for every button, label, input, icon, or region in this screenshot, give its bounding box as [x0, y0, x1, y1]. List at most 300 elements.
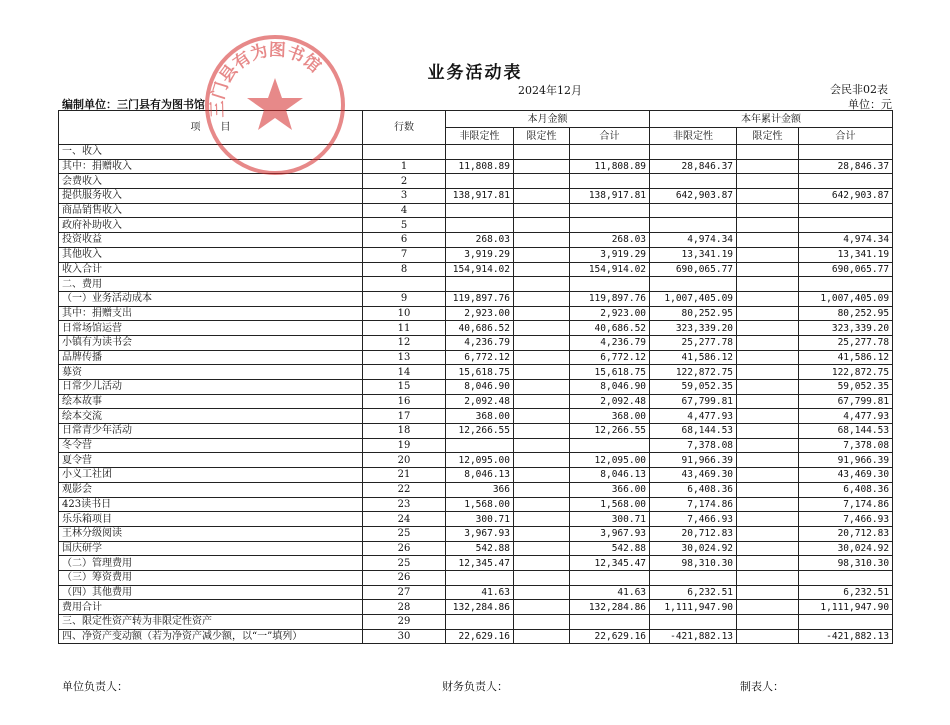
month-total-cell: 2,923.00 [570, 306, 650, 321]
table-row [59, 145, 893, 160]
year-total-cell: 4,477.93 [799, 409, 893, 424]
month-total-cell: 41.63 [570, 585, 650, 600]
row-line-number: 11 [363, 321, 446, 336]
year-unrestricted-cell [650, 203, 737, 218]
month-unrestricted-cell: 368.00 [446, 409, 514, 424]
month-restricted-cell [514, 335, 570, 350]
year-restricted-cell [737, 262, 799, 277]
row-item-label: 费用合计 [59, 600, 363, 615]
table-row [59, 277, 893, 292]
year-total-cell: 67,799.81 [799, 394, 893, 409]
year-total-cell: 690,065.77 [799, 262, 893, 277]
row-item-label: 夏令营 [59, 453, 363, 468]
year-restricted-cell [737, 365, 799, 380]
month-total-cell: 542.88 [570, 541, 650, 556]
year-total-header: 合计 [799, 128, 893, 145]
year-unrestricted-cell: 98,310.30 [650, 556, 737, 571]
month-amount-header: 本月金额 [446, 111, 650, 128]
year-restricted-cell [737, 218, 799, 233]
month-restricted-cell [514, 350, 570, 365]
month-unrestricted-cell: 3,967.93 [446, 526, 514, 541]
year-restricted-header: 限定性 [737, 128, 799, 145]
row-item-label: 绘本交流 [59, 409, 363, 424]
row-item-label: 国庆研学 [59, 541, 363, 556]
month-unrestricted-cell [446, 174, 514, 189]
row-item-label: 小义工社团 [59, 468, 363, 483]
year-restricted-cell [737, 453, 799, 468]
month-total-cell: 22,629.16 [570, 629, 650, 644]
year-total-cell [799, 145, 893, 160]
year-total-cell [799, 277, 893, 292]
year-unrestricted-cell: 67,799.81 [650, 394, 737, 409]
year-restricted-cell [737, 159, 799, 174]
year-unrestricted-cell: 41,586.12 [650, 350, 737, 365]
year-total-cell [799, 615, 893, 630]
year-unrestricted-cell: 6,232.51 [650, 585, 737, 600]
month-unrestricted-cell: 8,046.90 [446, 380, 514, 395]
month-unrestricted-cell: 15,618.75 [446, 365, 514, 380]
year-unrestricted-cell: 1,111,947.90 [650, 600, 737, 615]
month-restricted-cell [514, 380, 570, 395]
year-restricted-cell [737, 145, 799, 160]
month-restricted-cell [514, 526, 570, 541]
year-unrestricted-cell: 59,052.35 [650, 380, 737, 395]
table-row [59, 570, 893, 585]
month-restricted-cell [514, 203, 570, 218]
year-unrestricted-cell: 7,378.08 [650, 438, 737, 453]
year-unrestricted-cell [650, 145, 737, 160]
table-row [59, 189, 893, 204]
month-unrestricted-cell: 41.63 [446, 585, 514, 600]
month-total-cell: 2,092.48 [570, 394, 650, 409]
table-row [59, 541, 893, 556]
year-total-cell [799, 218, 893, 233]
month-restricted-cell [514, 615, 570, 630]
table-row [59, 600, 893, 615]
year-total-cell: 59,052.35 [799, 380, 893, 395]
table-row [59, 350, 893, 365]
year-unrestricted-cell: 25,277.78 [650, 335, 737, 350]
year-unrestricted-cell: 28,846.37 [650, 159, 737, 174]
year-restricted-cell [737, 541, 799, 556]
month-restricted-cell [514, 468, 570, 483]
table-row [59, 291, 893, 306]
year-total-cell: 68,144.53 [799, 424, 893, 439]
year-unrestricted-cell: 6,408.36 [650, 482, 737, 497]
year-total-cell: -421,882.13 [799, 629, 893, 644]
report-title: 业务活动表 [427, 63, 523, 83]
month-unrestricted-header: 非限定性 [446, 128, 514, 145]
year-restricted-cell [737, 306, 799, 321]
month-unrestricted-cell: 268.03 [446, 233, 514, 248]
row-item-label: （一）业务活动成本 [59, 291, 363, 306]
table-row [59, 247, 893, 262]
row-item-label: 小镇有为读书会 [59, 335, 363, 350]
row-line-number [363, 277, 446, 292]
table-row [59, 409, 893, 424]
month-unrestricted-cell [446, 218, 514, 233]
month-restricted-cell [514, 159, 570, 174]
row-item-label: 会费收入 [59, 174, 363, 189]
row-item-label: 政府补助收入 [59, 218, 363, 233]
year-restricted-cell [737, 512, 799, 527]
row-line-number: 23 [363, 497, 446, 512]
month-restricted-cell [514, 394, 570, 409]
row-line-number: 17 [363, 409, 446, 424]
month-unrestricted-cell: 366 [446, 482, 514, 497]
month-total-cell: 268.03 [570, 233, 650, 248]
table-row [59, 468, 893, 483]
month-total-cell: 6,772.12 [570, 350, 650, 365]
row-item-label: 募资 [59, 365, 363, 380]
year-total-cell: 323,339.20 [799, 321, 893, 336]
row-line-number: 3 [363, 189, 446, 204]
year-restricted-cell [737, 174, 799, 189]
row-line-number: 21 [363, 468, 446, 483]
row-line-number: 12 [363, 335, 446, 350]
row-line-number: 13 [363, 350, 446, 365]
month-unrestricted-cell [446, 438, 514, 453]
month-unrestricted-cell: 11,808.89 [446, 159, 514, 174]
row-item-label: 提供服务收入 [59, 189, 363, 204]
year-total-cell: 98,310.30 [799, 556, 893, 571]
year-total-cell: 7,174.86 [799, 497, 893, 512]
row-line-number: 16 [363, 394, 446, 409]
year-unrestricted-cell: 4,974.34 [650, 233, 737, 248]
year-restricted-cell [737, 526, 799, 541]
month-restricted-cell [514, 365, 570, 380]
row-line-number: 8 [363, 262, 446, 277]
form-number: 会民非02表 [830, 83, 888, 96]
row-line-number: 30 [363, 629, 446, 644]
month-restricted-cell [514, 570, 570, 585]
row-item-label: 收入合计 [59, 262, 363, 277]
table-row [59, 394, 893, 409]
year-unrestricted-cell: 43,469.30 [650, 468, 737, 483]
year-total-cell: 6,232.51 [799, 585, 893, 600]
table-row [59, 438, 893, 453]
row-item-label: 日常少儿活动 [59, 380, 363, 395]
month-total-cell [570, 203, 650, 218]
month-total-cell: 3,919.29 [570, 247, 650, 262]
year-restricted-cell [737, 409, 799, 424]
row-line-number: 2 [363, 174, 446, 189]
report-date: 2024年12月 [518, 84, 582, 97]
table-row [59, 585, 893, 600]
row-item-label: 绘本故事 [59, 394, 363, 409]
month-restricted-cell [514, 233, 570, 248]
row-line-number: 24 [363, 512, 446, 527]
month-unrestricted-cell: 4,236.79 [446, 335, 514, 350]
month-total-cell [570, 174, 650, 189]
month-unrestricted-cell [446, 277, 514, 292]
year-total-cell: 122,872.75 [799, 365, 893, 380]
month-unrestricted-cell: 12,095.00 [446, 453, 514, 468]
table-row [59, 424, 893, 439]
month-unrestricted-cell: 542.88 [446, 541, 514, 556]
month-total-cell: 4,236.79 [570, 335, 650, 350]
year-total-cell: 13,341.19 [799, 247, 893, 262]
month-total-cell: 11,808.89 [570, 159, 650, 174]
month-total-cell: 12,345.47 [570, 556, 650, 571]
year-unrestricted-cell: 80,252.95 [650, 306, 737, 321]
month-total-cell: 300.71 [570, 512, 650, 527]
year-restricted-cell [737, 350, 799, 365]
month-restricted-cell [514, 424, 570, 439]
table-row [59, 482, 893, 497]
month-total-header: 合计 [570, 128, 650, 145]
row-item-label: 其中：捐赠收入 [59, 159, 363, 174]
year-total-cell: 6,408.36 [799, 482, 893, 497]
month-restricted-cell [514, 262, 570, 277]
table-row [59, 321, 893, 336]
year-unrestricted-cell: 68,144.53 [650, 424, 737, 439]
table-row [59, 233, 893, 248]
month-total-cell: 40,686.52 [570, 321, 650, 336]
year-total-cell: 80,252.95 [799, 306, 893, 321]
year-unrestricted-header: 非限定性 [650, 128, 737, 145]
year-restricted-cell [737, 203, 799, 218]
row-line-number [363, 145, 446, 160]
month-total-cell: 138,917.81 [570, 189, 650, 204]
month-restricted-cell [514, 497, 570, 512]
month-unrestricted-cell: 119,897.76 [446, 291, 514, 306]
row-line-number: 20 [363, 453, 446, 468]
month-restricted-cell [514, 512, 570, 527]
currency-unit: 单位：元 [848, 98, 892, 111]
row-item-label: 日常青少年活动 [59, 424, 363, 439]
month-total-cell [570, 277, 650, 292]
row-item-label: 其他收入 [59, 247, 363, 262]
year-restricted-cell [737, 468, 799, 483]
year-restricted-cell [737, 438, 799, 453]
month-total-cell [570, 145, 650, 160]
row-line-number: 28 [363, 600, 446, 615]
line-column-header: 行数 [363, 111, 446, 145]
year-total-cell: 642,903.87 [799, 189, 893, 204]
row-line-number: 4 [363, 203, 446, 218]
seal-text: 三门县有为图书馆 [207, 40, 325, 118]
row-line-number: 27 [363, 585, 446, 600]
month-unrestricted-cell: 3,919.29 [446, 247, 514, 262]
row-line-number: 22 [363, 482, 446, 497]
year-restricted-cell [737, 556, 799, 571]
year-restricted-cell [737, 189, 799, 204]
table-row [59, 556, 893, 571]
row-line-number: 25 [363, 526, 446, 541]
unit-head-signature-label: 单位负责人： [62, 680, 128, 693]
month-unrestricted-cell: 132,284.86 [446, 600, 514, 615]
year-total-cell: 1,007,405.09 [799, 291, 893, 306]
month-total-cell: 12,095.00 [570, 453, 650, 468]
year-restricted-cell [737, 585, 799, 600]
month-total-cell: 12,266.55 [570, 424, 650, 439]
row-line-number: 15 [363, 380, 446, 395]
row-line-number: 26 [363, 541, 446, 556]
month-unrestricted-cell: 300.71 [446, 512, 514, 527]
table-row [59, 497, 893, 512]
row-line-number: 25 [363, 556, 446, 571]
month-total-cell: 132,284.86 [570, 600, 650, 615]
year-restricted-cell [737, 482, 799, 497]
preparer-signature-label: 制表人： [740, 680, 784, 693]
year-total-cell: 7,378.08 [799, 438, 893, 453]
organization-label: 编制单位：三门县有为图书馆 [62, 98, 205, 111]
month-total-cell [570, 615, 650, 630]
table-row [59, 174, 893, 189]
row-line-number: 19 [363, 438, 446, 453]
table-row [59, 526, 893, 541]
table-row [59, 203, 893, 218]
row-line-number: 1 [363, 159, 446, 174]
row-line-number: 18 [363, 424, 446, 439]
year-restricted-cell [737, 233, 799, 248]
year-restricted-cell [737, 394, 799, 409]
month-unrestricted-cell: 12,266.55 [446, 424, 514, 439]
table-row [59, 380, 893, 395]
month-restricted-cell [514, 453, 570, 468]
month-restricted-cell [514, 174, 570, 189]
month-restricted-cell [514, 218, 570, 233]
year-unrestricted-cell [650, 615, 737, 630]
month-unrestricted-cell [446, 615, 514, 630]
month-unrestricted-cell: 154,914.02 [446, 262, 514, 277]
year-restricted-cell [737, 629, 799, 644]
row-line-number: 14 [363, 365, 446, 380]
month-restricted-cell [514, 409, 570, 424]
year-restricted-cell [737, 615, 799, 630]
month-restricted-cell [514, 482, 570, 497]
year-total-cell: 4,974.34 [799, 233, 893, 248]
month-unrestricted-cell: 22,629.16 [446, 629, 514, 644]
activity-statement-table [58, 110, 893, 644]
year-amount-header: 本年累计金额 [650, 111, 893, 128]
year-unrestricted-cell: 4,477.93 [650, 409, 737, 424]
month-total-cell: 8,046.13 [570, 468, 650, 483]
row-line-number: 9 [363, 291, 446, 306]
month-total-cell: 3,967.93 [570, 526, 650, 541]
month-unrestricted-cell: 1,568.00 [446, 497, 514, 512]
year-unrestricted-cell: 91,966.39 [650, 453, 737, 468]
year-unrestricted-cell: 20,712.83 [650, 526, 737, 541]
year-restricted-cell [737, 570, 799, 585]
month-restricted-cell [514, 541, 570, 556]
year-unrestricted-cell [650, 174, 737, 189]
year-total-cell: 1,111,947.90 [799, 600, 893, 615]
row-item-label: （三）筹资费用 [59, 570, 363, 585]
item-column-header: 项 目 [59, 111, 363, 145]
row-line-number: 5 [363, 218, 446, 233]
row-line-number: 26 [363, 570, 446, 585]
year-unrestricted-cell [650, 218, 737, 233]
month-unrestricted-cell: 40,686.52 [446, 321, 514, 336]
year-restricted-cell [737, 380, 799, 395]
month-total-cell: 8,046.90 [570, 380, 650, 395]
month-unrestricted-cell [446, 145, 514, 160]
row-item-label: 王林分级阅读 [59, 526, 363, 541]
year-unrestricted-cell: 642,903.87 [650, 189, 737, 204]
year-unrestricted-cell: 122,872.75 [650, 365, 737, 380]
row-item-label: 423读书日 [59, 497, 363, 512]
row-item-label: 一、收入 [59, 145, 363, 160]
month-total-cell: 368.00 [570, 409, 650, 424]
year-restricted-cell [737, 497, 799, 512]
row-line-number: 29 [363, 615, 446, 630]
year-total-cell: 20,712.83 [799, 526, 893, 541]
row-item-label: 观影会 [59, 482, 363, 497]
table-row [59, 453, 893, 468]
month-restricted-cell [514, 145, 570, 160]
month-restricted-cell [514, 291, 570, 306]
row-item-label: （四）其他费用 [59, 585, 363, 600]
table-row [59, 365, 893, 380]
month-total-cell: 15,618.75 [570, 365, 650, 380]
month-unrestricted-cell: 12,345.47 [446, 556, 514, 571]
row-line-number: 7 [363, 247, 446, 262]
month-unrestricted-cell: 138,917.81 [446, 189, 514, 204]
month-total-cell: 1,568.00 [570, 497, 650, 512]
year-total-cell [799, 174, 893, 189]
month-unrestricted-cell: 6,772.12 [446, 350, 514, 365]
year-total-cell: 7,466.93 [799, 512, 893, 527]
month-unrestricted-cell: 8,046.13 [446, 468, 514, 483]
finance-head-signature-label: 财务负责人： [442, 680, 508, 693]
month-total-cell: 154,914.02 [570, 262, 650, 277]
month-restricted-cell [514, 438, 570, 453]
year-unrestricted-cell: -421,882.13 [650, 629, 737, 644]
month-total-cell [570, 570, 650, 585]
row-item-label: 乐乐箱项目 [59, 512, 363, 527]
month-restricted-cell [514, 321, 570, 336]
row-item-label: （二）管理费用 [59, 556, 363, 571]
year-restricted-cell [737, 321, 799, 336]
table-row [59, 512, 893, 527]
table-row [59, 262, 893, 277]
month-restricted-cell [514, 247, 570, 262]
year-restricted-cell [737, 291, 799, 306]
month-restricted-cell [514, 189, 570, 204]
row-item-label: 四、净资产变动额（若为净资产减少额，以“一”填列） [59, 629, 363, 644]
year-total-cell [799, 570, 893, 585]
year-restricted-cell [737, 335, 799, 350]
year-unrestricted-cell [650, 277, 737, 292]
year-unrestricted-cell: 30,024.92 [650, 541, 737, 556]
row-item-label: 投资收益 [59, 233, 363, 248]
month-restricted-cell [514, 629, 570, 644]
month-total-cell: 366.00 [570, 482, 650, 497]
month-restricted-cell [514, 306, 570, 321]
row-item-label: 商品销售收入 [59, 203, 363, 218]
year-unrestricted-cell: 690,065.77 [650, 262, 737, 277]
year-total-cell: 43,469.30 [799, 468, 893, 483]
year-restricted-cell [737, 600, 799, 615]
row-item-label: 二、费用 [59, 277, 363, 292]
month-unrestricted-cell: 2,092.48 [446, 394, 514, 409]
year-total-cell: 41,586.12 [799, 350, 893, 365]
year-total-cell [799, 203, 893, 218]
year-restricted-cell [737, 247, 799, 262]
month-unrestricted-cell: 2,923.00 [446, 306, 514, 321]
year-total-cell: 25,277.78 [799, 335, 893, 350]
table-row [59, 629, 893, 644]
month-total-cell: 119,897.76 [570, 291, 650, 306]
year-total-cell: 28,846.37 [799, 159, 893, 174]
month-restricted-cell [514, 585, 570, 600]
year-unrestricted-cell: 1,007,405.09 [650, 291, 737, 306]
month-unrestricted-cell [446, 203, 514, 218]
row-line-number: 10 [363, 306, 446, 321]
year-unrestricted-cell [650, 570, 737, 585]
